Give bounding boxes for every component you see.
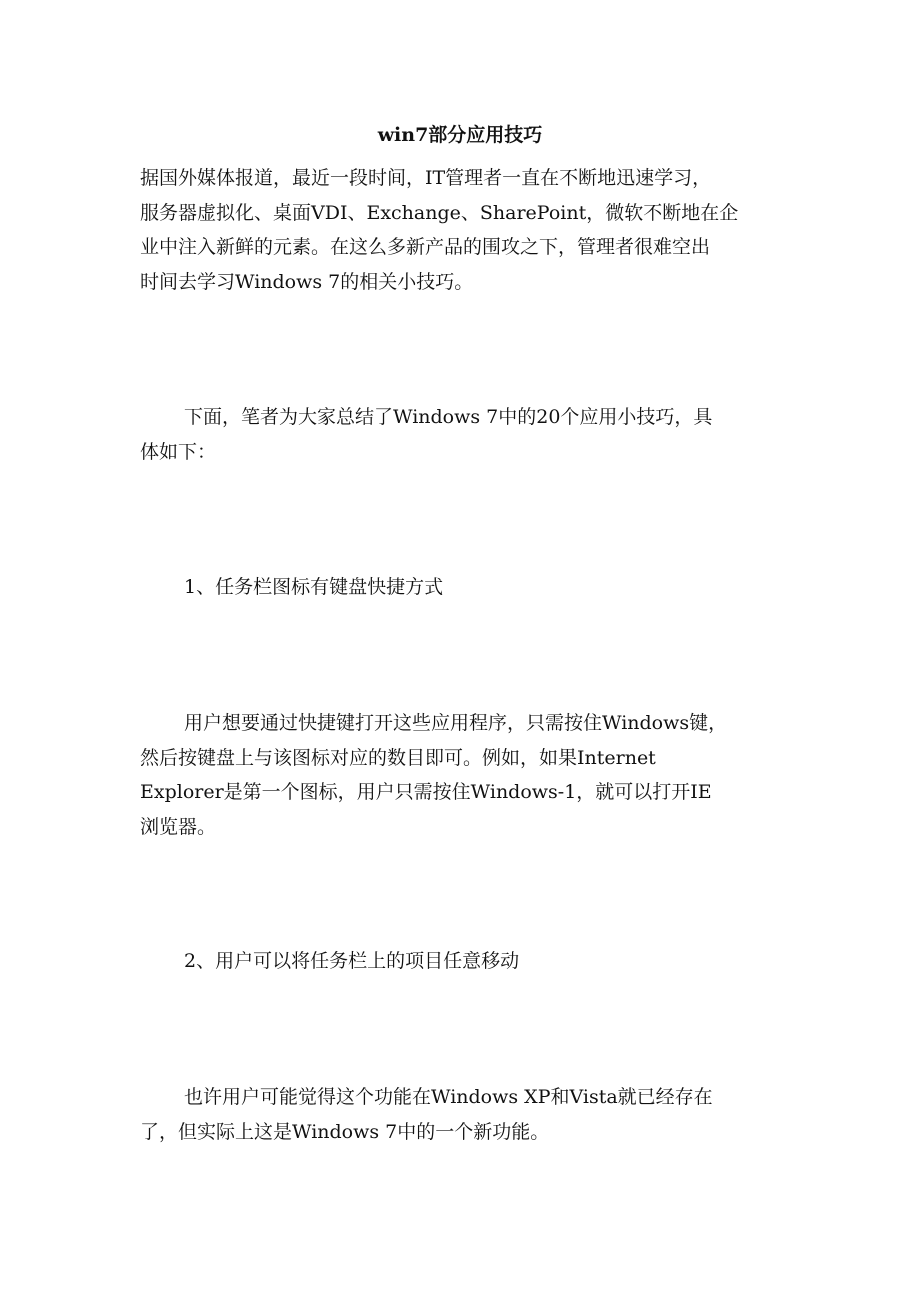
tip2-heading-paragraph bbox=[140, 944, 790, 979]
tip1-line: 然后按键盘上与该图标对应的数目即可。例如，如果Internet bbox=[140, 746, 656, 769]
tip1-heading-paragraph bbox=[140, 570, 790, 605]
intro-line: 据国外媒体报道，最近一段时间，IT管理者一直在不断地迅速学习， bbox=[140, 167, 712, 189]
tip1-line: 用户想要通过快捷键打开这些应用程序，只需按住Windows键， bbox=[184, 712, 728, 734]
intro-line: 服务器虚拟化、桌面VDI、Exchange、SharePoint，微软不断地在企 bbox=[140, 201, 739, 224]
tip1-line: 浏览器。 bbox=[140, 815, 217, 838]
tip1-line: Explorer是第一个图标，用户只需按住Windows-1，就可以打开IE bbox=[140, 781, 712, 803]
tip2-paragraph bbox=[140, 1080, 790, 1149]
tip2-line: 了，但实际上这是Windows 7中的一个新功能。 bbox=[140, 1120, 550, 1143]
tip2-line: 也许用户可能觉得这个功能在Windows XP和Vista就已经存在 bbox=[184, 1086, 713, 1108]
summary-line: 体如下： bbox=[140, 440, 217, 463]
intro-line: 业中注入新鲜的元素。在这么多新产品的围攻之下，管理者很难空出 bbox=[140, 236, 711, 258]
intro-paragraph bbox=[140, 161, 790, 299]
summary-line: 下面，笔者为大家总结了Windows 7中的20个应用小技巧，具 bbox=[184, 406, 713, 428]
intro-line: 时间去学习Windows 7的相关小技巧。 bbox=[140, 270, 474, 293]
tip1-heading: 1、任务栏图标有键盘快捷方式 bbox=[184, 576, 444, 598]
tip2-heading: 2、用户可以将任务栏上的项目任意移动 bbox=[184, 950, 520, 972]
tip1-paragraph bbox=[140, 706, 790, 844]
document-title: win7部分应用技巧 bbox=[377, 124, 543, 146]
summary-paragraph bbox=[140, 400, 790, 469]
